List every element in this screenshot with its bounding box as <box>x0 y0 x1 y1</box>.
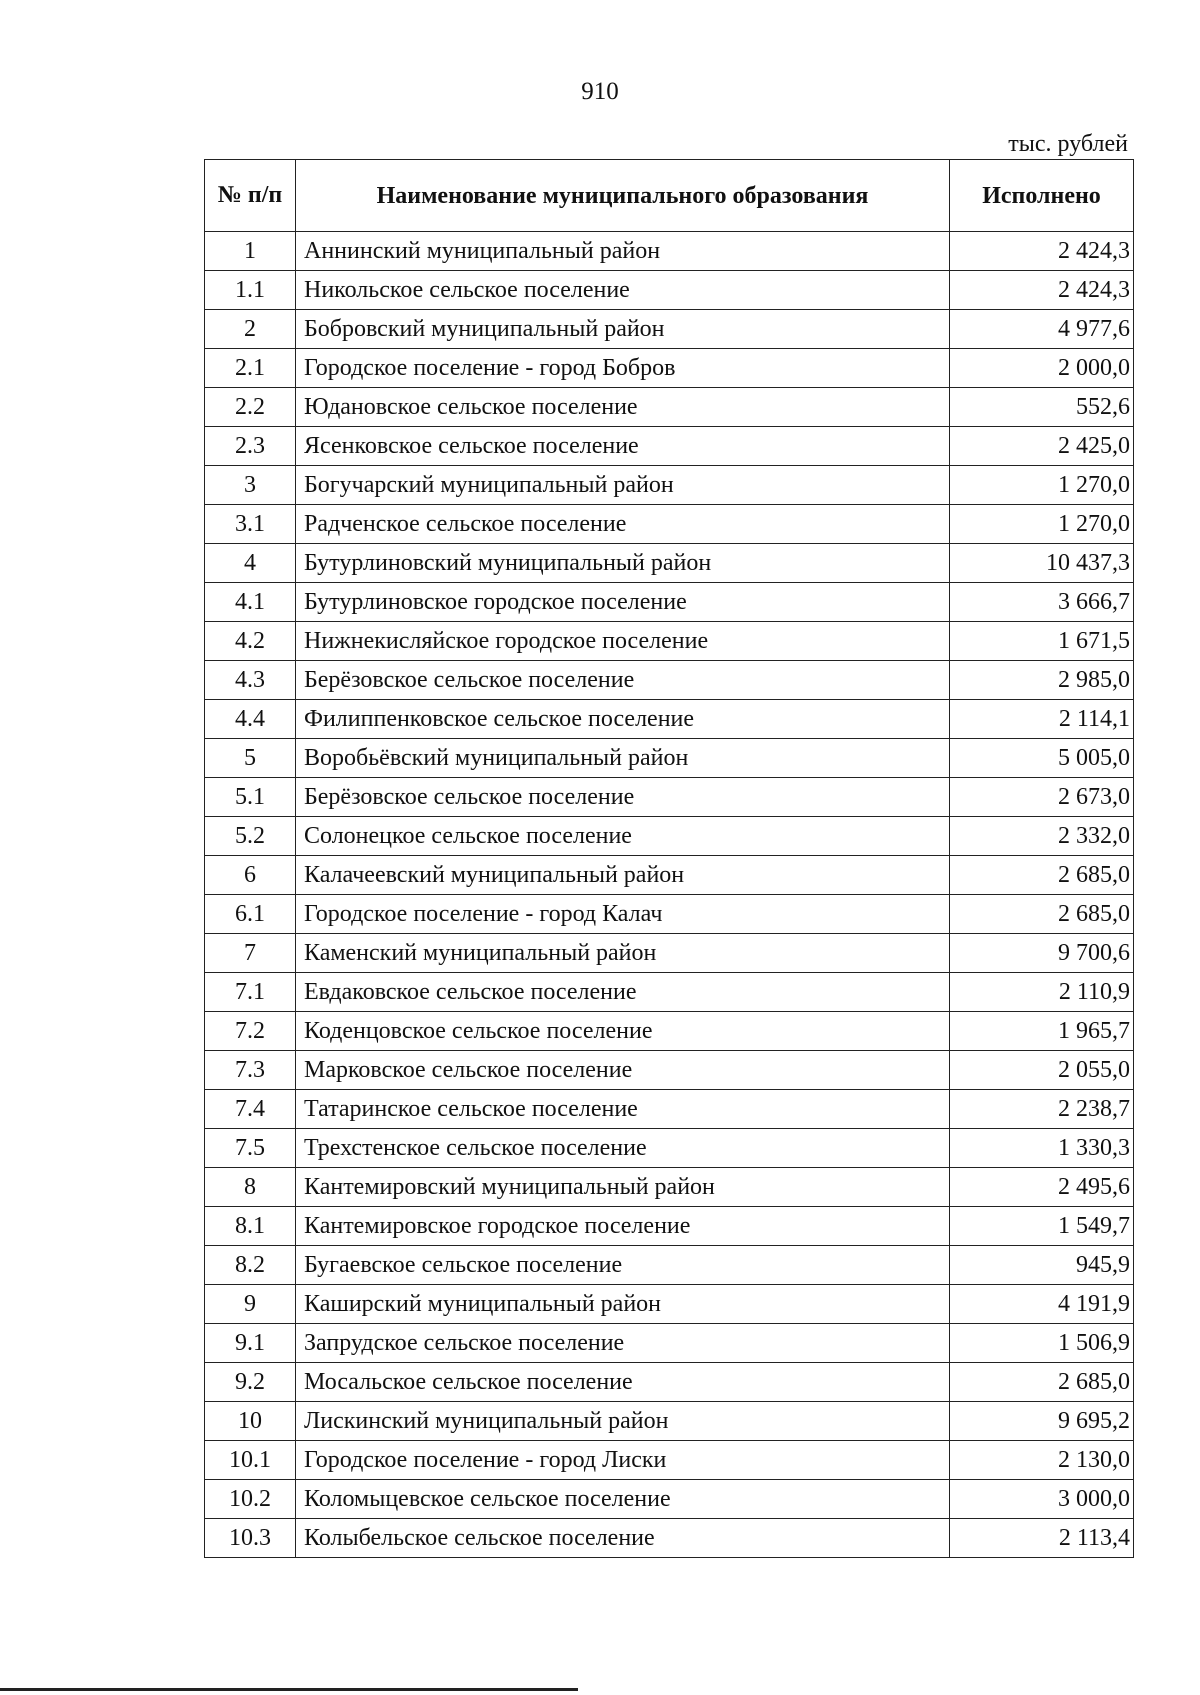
table-row <box>205 583 1134 622</box>
row-number: 7.1 <box>205 973 296 1012</box>
row-name: Городское поселение - город Лиски <box>296 1441 950 1480</box>
row-number: 4.3 <box>205 661 296 700</box>
table-row <box>205 1285 1134 1324</box>
row-value: 552,6 <box>950 388 1134 427</box>
row-name: Бобровский муниципальный район <box>296 310 950 349</box>
table-row <box>205 895 1134 934</box>
row-value: 2 130,0 <box>950 1441 1134 1480</box>
row-value: 3 666,7 <box>950 583 1134 622</box>
table-row <box>205 466 1134 505</box>
row-value: 2 113,4 <box>950 1519 1134 1558</box>
row-number: 4 <box>205 544 296 583</box>
row-value: 2 685,0 <box>950 895 1134 934</box>
row-value: 2 985,0 <box>950 661 1134 700</box>
row-name: Берёзовское сельское поселение <box>296 778 950 817</box>
row-name: Никольское сельское поселение <box>296 271 950 310</box>
row-number: 9.1 <box>205 1324 296 1363</box>
table-row <box>205 1246 1134 1285</box>
row-number: 10.2 <box>205 1480 296 1519</box>
row-value: 1 671,5 <box>950 622 1134 661</box>
row-name: Трехстенское сельское поселение <box>296 1129 950 1168</box>
row-number: 8 <box>205 1168 296 1207</box>
row-number: 6.1 <box>205 895 296 934</box>
row-number: 7.2 <box>205 1012 296 1051</box>
row-name: Кантемировское городское поселение <box>296 1207 950 1246</box>
row-name: Аннинский муниципальный район <box>296 232 950 271</box>
row-value: 1 506,9 <box>950 1324 1134 1363</box>
row-name: Бутурлиновский муниципальный район <box>296 544 950 583</box>
row-value: 1 549,7 <box>950 1207 1134 1246</box>
table-row <box>205 622 1134 661</box>
table-row <box>205 973 1134 1012</box>
table-row <box>205 1051 1134 1090</box>
row-number: 1.1 <box>205 271 296 310</box>
table-row <box>205 388 1134 427</box>
row-number: 8.2 <box>205 1246 296 1285</box>
row-number: 4.1 <box>205 583 296 622</box>
row-value: 1 965,7 <box>950 1012 1134 1051</box>
row-value: 4 977,6 <box>950 310 1134 349</box>
row-value: 2 238,7 <box>950 1090 1134 1129</box>
row-value: 2 424,3 <box>950 232 1134 271</box>
row-name: Бутурлиновское городское поселение <box>296 583 950 622</box>
bottom-rule <box>0 1688 578 1691</box>
table-row <box>205 1480 1134 1519</box>
row-name: Коломыцевское сельское поселение <box>296 1480 950 1519</box>
row-value: 2 000,0 <box>950 349 1134 388</box>
row-number: 7.4 <box>205 1090 296 1129</box>
table-row <box>205 505 1134 544</box>
row-name: Каменский муниципальный район <box>296 934 950 973</box>
row-number: 10 <box>205 1402 296 1441</box>
row-name: Евдаковское сельское поселение <box>296 973 950 1012</box>
row-value: 2 055,0 <box>950 1051 1134 1090</box>
row-name: Солонецкое сельское поселение <box>296 817 950 856</box>
row-value: 2 332,0 <box>950 817 1134 856</box>
table-row <box>205 1090 1134 1129</box>
row-name: Нижнекисляйское городское поселение <box>296 622 950 661</box>
row-name: Кантемировский муниципальный район <box>296 1168 950 1207</box>
row-value: 1 270,0 <box>950 466 1134 505</box>
row-number: 2.2 <box>205 388 296 427</box>
row-value: 2 685,0 <box>950 856 1134 895</box>
row-name: Богучарский муниципальный район <box>296 466 950 505</box>
row-value: 2 425,0 <box>950 427 1134 466</box>
table-body <box>205 232 1134 1558</box>
table-row <box>205 1324 1134 1363</box>
row-name: Марковское сельское поселение <box>296 1051 950 1090</box>
units-label: тыс. рублей <box>1008 131 1128 157</box>
row-name: Каширский муниципальный район <box>296 1285 950 1324</box>
table-row <box>205 700 1134 739</box>
row-value: 2 424,3 <box>950 271 1134 310</box>
table-row <box>205 544 1134 583</box>
table-row <box>205 739 1134 778</box>
row-name: Городское поселение - город Бобров <box>296 349 950 388</box>
row-name: Татаринское сельское поселение <box>296 1090 950 1129</box>
row-name: Юдановское сельское поселение <box>296 388 950 427</box>
row-name: Лискинский муниципальный район <box>296 1402 950 1441</box>
table-header-row <box>205 160 1134 232</box>
row-number: 2 <box>205 310 296 349</box>
row-number: 7 <box>205 934 296 973</box>
row-number: 2.1 <box>205 349 296 388</box>
row-number: 5.2 <box>205 817 296 856</box>
row-name: Филиппенковское сельское поселение <box>296 700 950 739</box>
row-name: Воробьёвский муниципальный район <box>296 739 950 778</box>
table-row <box>205 427 1134 466</box>
table-row <box>205 778 1134 817</box>
row-number: 10.3 <box>205 1519 296 1558</box>
row-name: Колыбельское сельское поселение <box>296 1519 950 1558</box>
table-row <box>205 1519 1134 1558</box>
row-number: 4.4 <box>205 700 296 739</box>
row-number: 10.1 <box>205 1441 296 1480</box>
budget-table <box>204 159 1134 1558</box>
row-number: 1 <box>205 232 296 271</box>
table-row <box>205 856 1134 895</box>
row-name: Городское поселение - город Калач <box>296 895 950 934</box>
row-name: Берёзовское сельское поселение <box>296 661 950 700</box>
row-value: 4 191,9 <box>950 1285 1134 1324</box>
row-value: 2 495,6 <box>950 1168 1134 1207</box>
row-name: Мосальское сельское поселение <box>296 1363 950 1402</box>
table-row <box>205 934 1134 973</box>
row-number: 6 <box>205 856 296 895</box>
row-number: 9 <box>205 1285 296 1324</box>
header-number: № п/п <box>205 160 296 232</box>
table-row <box>205 1441 1134 1480</box>
table-row <box>205 271 1134 310</box>
header-name: Наименование муниципального образования <box>296 160 950 232</box>
row-value: 2 685,0 <box>950 1363 1134 1402</box>
page-number: 910 <box>581 78 619 105</box>
row-number: 5 <box>205 739 296 778</box>
row-name: Калачеевский муниципальный район <box>296 856 950 895</box>
row-value: 3 000,0 <box>950 1480 1134 1519</box>
row-value: 9 700,6 <box>950 934 1134 973</box>
row-value: 9 695,2 <box>950 1402 1134 1441</box>
row-number: 2.3 <box>205 427 296 466</box>
row-number: 9.2 <box>205 1363 296 1402</box>
row-number: 7.5 <box>205 1129 296 1168</box>
table-row <box>205 1402 1134 1441</box>
table-row <box>205 1129 1134 1168</box>
row-value: 10 437,3 <box>950 544 1134 583</box>
row-name: Бугаевское сельское поселение <box>296 1246 950 1285</box>
table-row <box>205 817 1134 856</box>
table-row <box>205 661 1134 700</box>
row-name: Ясенковское сельское поселение <box>296 427 950 466</box>
row-value: 1 330,3 <box>950 1129 1134 1168</box>
table-row <box>205 1363 1134 1402</box>
row-value: 945,9 <box>950 1246 1134 1285</box>
row-number: 4.2 <box>205 622 296 661</box>
row-number: 3.1 <box>205 505 296 544</box>
row-value: 2 114,1 <box>950 700 1134 739</box>
header-executed: Исполнено <box>950 160 1134 232</box>
row-number: 7.3 <box>205 1051 296 1090</box>
row-value: 1 270,0 <box>950 505 1134 544</box>
table-row <box>205 1168 1134 1207</box>
table-row <box>205 232 1134 271</box>
row-name: Запрудское сельское поселение <box>296 1324 950 1363</box>
row-name: Коденцовское сельское поселение <box>296 1012 950 1051</box>
row-number: 5.1 <box>205 778 296 817</box>
row-value: 5 005,0 <box>950 739 1134 778</box>
row-value: 2 110,9 <box>950 973 1134 1012</box>
row-value: 2 673,0 <box>950 778 1134 817</box>
table-row <box>205 1012 1134 1051</box>
table-row <box>205 310 1134 349</box>
row-number: 3 <box>205 466 296 505</box>
table-row <box>205 1207 1134 1246</box>
row-number: 8.1 <box>205 1207 296 1246</box>
table-row <box>205 349 1134 388</box>
row-name: Радченское сельское поселение <box>296 505 950 544</box>
